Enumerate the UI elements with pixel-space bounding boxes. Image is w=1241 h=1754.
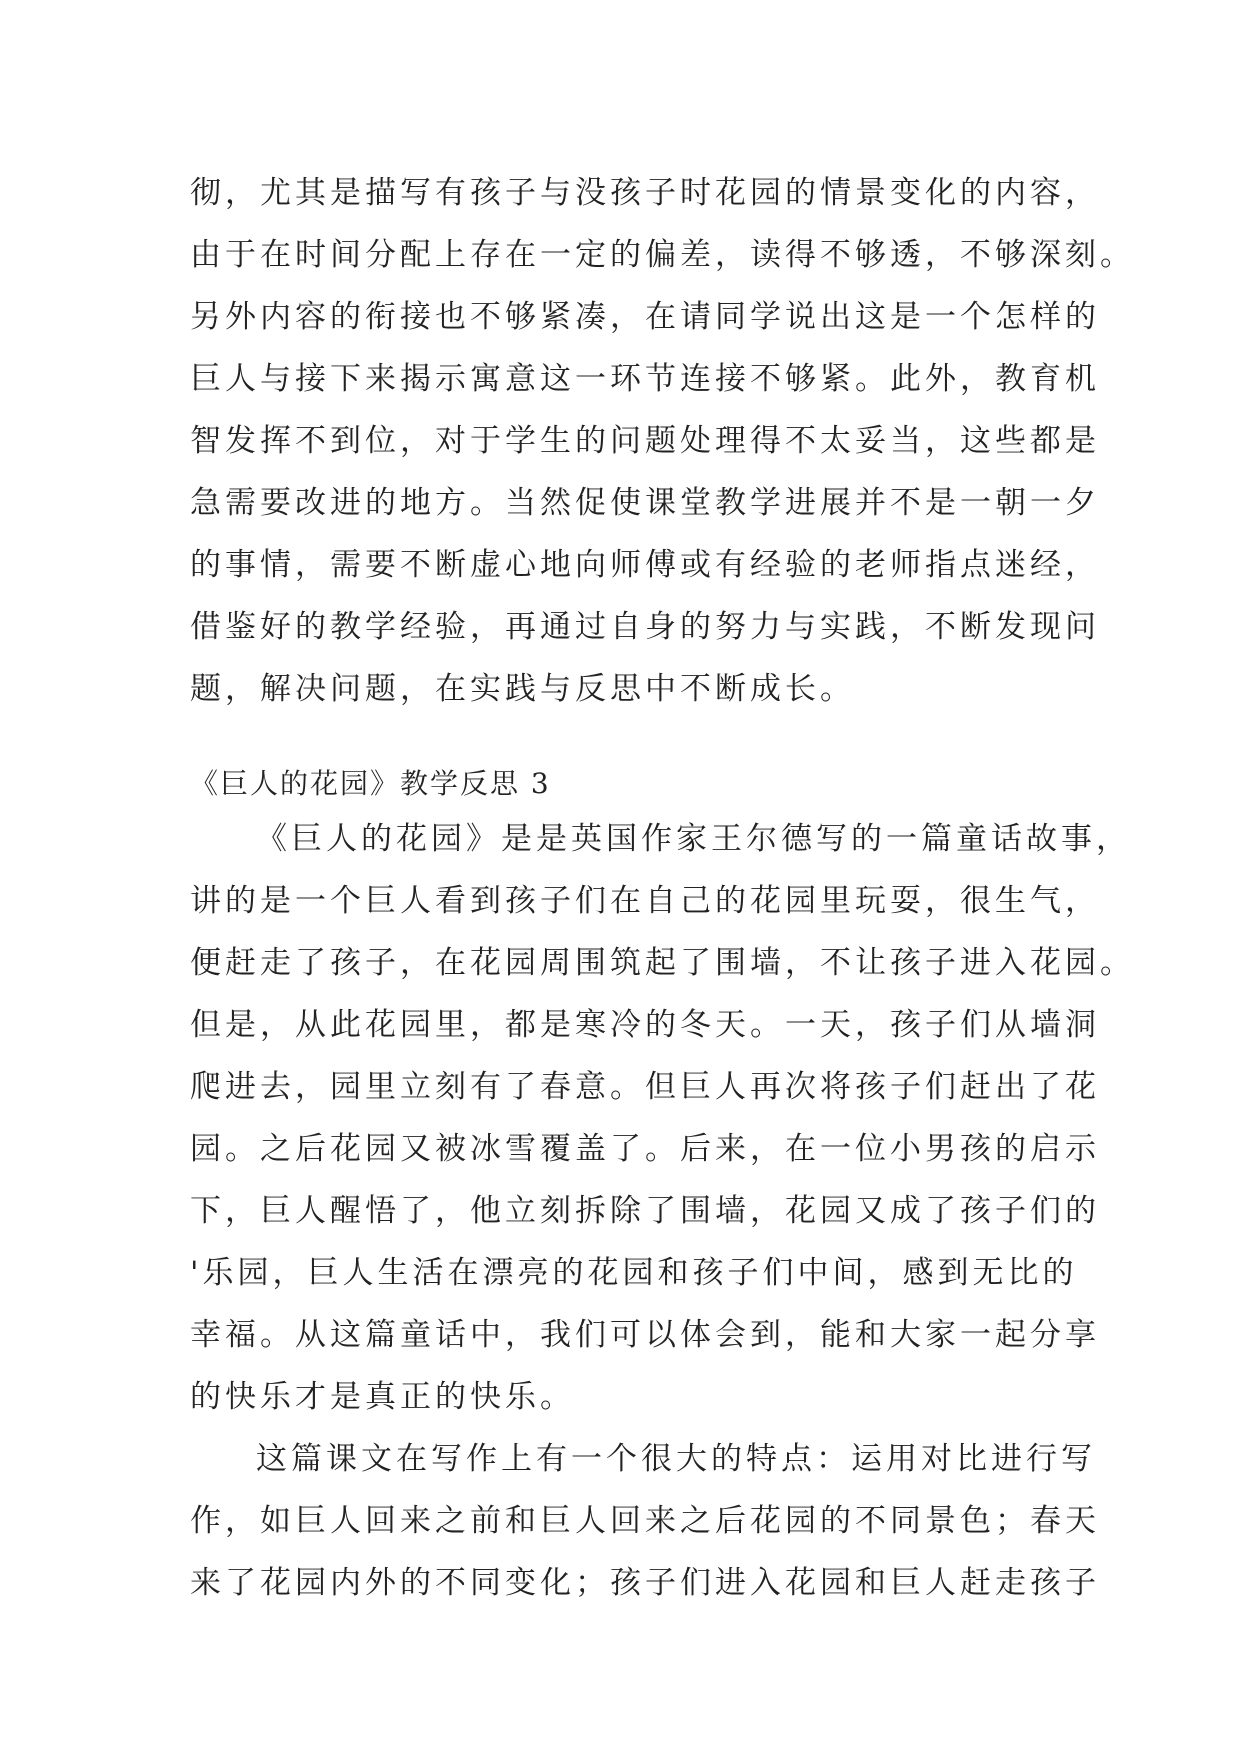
text-line: 借鉴好的教学经验，再通过自身的努力与实践，不断发现问 (190, 609, 1100, 645)
text-line: 巨人与接下来揭示寓意这一环节连接不够紧。此外，教育机 (190, 361, 1100, 397)
text-line: 作，如巨人回来之前和巨人回来之后花园的不同景色；春天 (190, 1503, 1100, 1539)
text-line: 另外内容的衔接也不够紧凑，在请同学说出这是一个怎样的 (190, 299, 1100, 335)
document-body (190, 162, 1135, 1614)
text-line: '乐园，巨人生活在漂亮的花园和孩子们中间，感到无比的 (190, 1255, 1078, 1291)
text-line: 幸福。从这篇童话中，我们可以体会到，能和大家一起分享 (190, 1317, 1100, 1353)
section-spacer (190, 720, 1070, 760)
text-line: 讲的是一个巨人看到孩子们在自己的花园里玩耍，很生气， (190, 883, 1100, 919)
text-line: 的事情，需要不断虚心地向师傅或有经验的老师指点迷经， (190, 547, 1100, 583)
text-line: 智发挥不到位，对于学生的问题处理得不太妥当，这些都是 (190, 423, 1100, 459)
text-line: 便赶走了孩子，在花园周围筑起了围墙，不让孩子进入花园。 (190, 945, 1135, 981)
text-line: 彻，尤其是描写有孩子与没孩子时花园的情景变化的内容， (190, 175, 1100, 211)
text-line: 这篇课文在写作上有一个很大的特点：运用对比进行写 (256, 1441, 1096, 1477)
text-line: 的快乐才是真正的快乐。 (190, 1379, 575, 1415)
text-line: 爬进去，园里立刻有了春意。但巨人再次将孩子们赶出了花 (190, 1069, 1100, 1105)
text-line: 由于在时间分配上存在一定的偏差，读得不够透，不够深刻。 (190, 237, 1135, 273)
text-line: 下，巨人醒悟了，他立刻拆除了围墙，花园又成了孩子们的 (190, 1193, 1100, 1229)
text-line: 《巨人的花园》是是英国作家王尔德写的一篇童话故事， (256, 821, 1131, 857)
paragraph-two (190, 1428, 1100, 1614)
paragraph-one (190, 808, 1135, 1428)
text-line: 题，解决问题，在实践与反思中不断成长。 (190, 671, 855, 707)
section-heading: 《巨人的花园》教学反思 3 (190, 767, 551, 800)
text-line: 园。之后花园又被冰雪覆盖了。后来，在一位小男孩的启示 (190, 1131, 1100, 1167)
continued-paragraph (190, 162, 1135, 720)
text-line: 来了花园内外的不同变化；孩子们进入花园和巨人赶走孩子 (190, 1565, 1100, 1601)
text-line: 急需要改进的地方。当然促使课堂教学进展并不是一朝一夕 (190, 485, 1100, 521)
text-line: 但是，从此花园里，都是寒冷的冬天。一天，孩子们从墙洞 (190, 1007, 1100, 1043)
